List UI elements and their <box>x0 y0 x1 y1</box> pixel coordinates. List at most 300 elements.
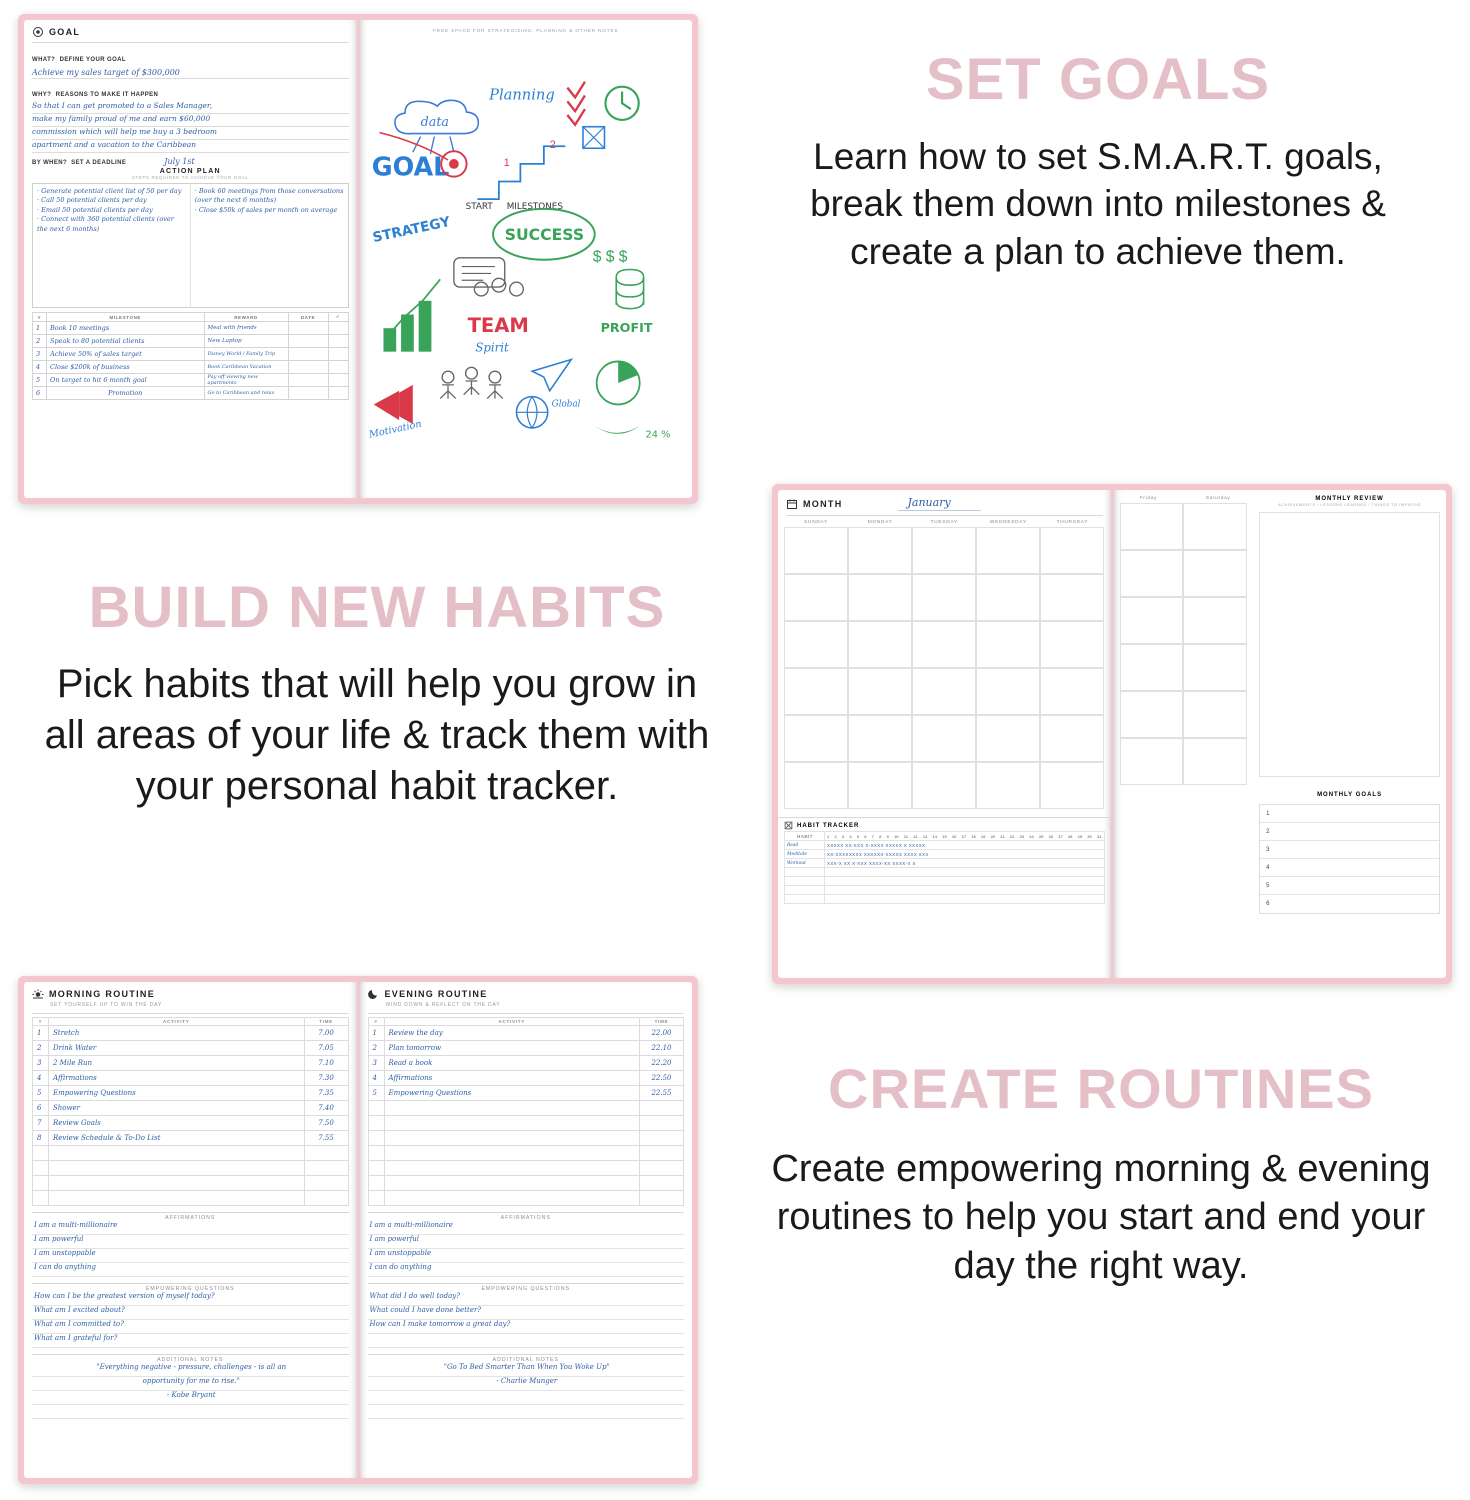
day-number-strip: 1 2 3 4 5 6 7 8 9 10 11 12 13 14 15 16 17 18 19 20 21 22 23 24 25 26 27 28 29 30 31 <box>827 833 1102 839</box>
month-title: MONTH <box>803 498 843 509</box>
svg-text:GOAL: GOAL <box>371 151 449 182</box>
calendar-day-cell[interactable] <box>976 574 1040 621</box>
cell-check <box>328 322 348 335</box>
weekend-header-row <box>1114 496 1254 503</box>
habit-marks: XX-XXXXXXXX XXXXXX-XXXXX XXXX XXX <box>825 850 1105 859</box>
month-page-right <box>1114 490 1447 978</box>
bywhen-value[interactable]: July 1st <box>164 157 195 166</box>
cell-time: 7.40 <box>304 1101 348 1116</box>
morning-notes-title: ADDITIONAL NOTES <box>32 1354 349 1363</box>
list-item[interactable]: 3 <box>1260 841 1439 859</box>
calendar-day-cell[interactable] <box>1040 527 1104 574</box>
table-row[interactable] <box>368 1161 684 1176</box>
habit-name: Read <box>785 841 825 850</box>
calendar-day-cell[interactable] <box>976 668 1040 715</box>
col-time: TIME <box>304 1018 348 1026</box>
cell-activity: 2 Mile Run <box>49 1056 305 1071</box>
why-line-2[interactable]: make my family proud of me and earn $60,000 <box>32 114 349 127</box>
list-item[interactable]: I am a multi-millionaire <box>368 1221 685 1235</box>
why-line-4[interactable]: apartment and a vacation to the Caribbean <box>32 140 349 153</box>
cell-number: 4 <box>33 1071 49 1086</box>
feature-build-habits <box>22 575 732 812</box>
table-row[interactable] <box>785 841 1105 850</box>
table-row[interactable] <box>368 1101 684 1116</box>
cell-time: 7.00 <box>304 1026 348 1041</box>
svg-text:24 %: 24 % <box>645 429 670 441</box>
cell-milestone: Promotion <box>47 387 205 400</box>
table-row[interactable] <box>33 1161 349 1176</box>
cell-number: 6 <box>33 387 47 400</box>
table-row[interactable] <box>33 1191 349 1206</box>
col-number: # <box>368 1018 384 1026</box>
note-line[interactable]: - Charlie Munger <box>368 1377 685 1391</box>
svg-text:Planning: Planning <box>488 86 555 104</box>
table-row[interactable] <box>368 1131 684 1146</box>
table-row[interactable] <box>33 1131 349 1146</box>
cell-number: 2 <box>368 1041 384 1056</box>
action-item[interactable]: · Generate potential client list of 50 per day <box>37 187 182 195</box>
calendar-icon <box>786 498 798 510</box>
table-row[interactable] <box>368 1116 684 1131</box>
cell-activity: Read a book <box>384 1056 640 1071</box>
goal-page-right <box>360 20 693 498</box>
table-row[interactable] <box>785 850 1105 859</box>
list-item[interactable]: I am a multi-millionaire <box>32 1221 349 1235</box>
table-row[interactable] <box>368 1041 684 1056</box>
action-item[interactable]: · Email 50 potential clients per day <box>37 205 153 214</box>
calendar-day-cell[interactable] <box>1120 691 1184 738</box>
cell-activity: Empowering Questions <box>49 1086 305 1101</box>
action-item[interactable]: · Call 50 potential clients per day <box>37 196 147 205</box>
calendar-day-cell[interactable] <box>784 527 848 574</box>
evening-activity-table <box>368 1017 685 1206</box>
table-row[interactable] <box>33 1056 349 1071</box>
cell-activity: Shower <box>49 1101 305 1116</box>
bywhen-hint: SET A DEADLINE <box>71 160 127 166</box>
why-block <box>24 79 357 153</box>
cell-date <box>288 361 328 374</box>
table-row[interactable] <box>785 895 1105 904</box>
goal-page-header <box>24 20 357 40</box>
why-label: WHY? <box>32 92 52 98</box>
list-item[interactable]: 4 <box>1260 859 1439 877</box>
calendar-day-cell[interactable] <box>976 762 1040 809</box>
col-days <box>825 832 1105 841</box>
table-header-row <box>33 1018 349 1026</box>
milestone-table <box>32 312 349 400</box>
table-row[interactable] <box>33 335 349 348</box>
habit-name: Meditate <box>785 850 825 859</box>
col-number: # <box>33 313 47 322</box>
cell-date <box>288 348 328 361</box>
list-item[interactable]: I can do anything <box>368 1263 685 1277</box>
cell-number: 7 <box>33 1116 49 1131</box>
calendar-day-cell[interactable] <box>1120 644 1184 691</box>
cell-activity: Plan tomorrow <box>384 1041 640 1056</box>
table-row[interactable] <box>368 1176 684 1191</box>
what-label: WHAT? <box>32 57 56 63</box>
habit-tracker-section <box>778 817 1111 904</box>
cell-number: 2 <box>33 335 47 348</box>
calendar-day-cell[interactable] <box>1183 503 1247 550</box>
table-row[interactable] <box>33 1026 349 1041</box>
list-item[interactable]: I am powerful <box>32 1235 349 1249</box>
list-item[interactable]: I can do anything <box>32 1263 349 1277</box>
calendar-day-cell[interactable] <box>1040 762 1104 809</box>
evening-subtitle: WIND DOWN & REFLECT ON THE DAY <box>385 1002 501 1008</box>
calendar-day-cell[interactable] <box>976 527 1040 574</box>
evening-affirmations-list <box>368 1221 685 1277</box>
month-page-left <box>778 490 1111 978</box>
table-row[interactable] <box>368 1086 684 1101</box>
divider <box>32 42 349 43</box>
svg-text:START: START <box>465 201 493 212</box>
list-item[interactable]: What am I excited about? <box>32 1306 349 1320</box>
right-page-columns <box>1114 490 1447 978</box>
table-row[interactable] <box>33 1101 349 1116</box>
moon-icon <box>368 988 380 1000</box>
cell-time: 22.10 <box>640 1041 684 1056</box>
cell-check <box>328 374 348 387</box>
list-item[interactable]: I am unstoppable <box>368 1249 685 1263</box>
cell-activity: Affirmations <box>49 1071 305 1086</box>
weekday-label: SUNDAY <box>804 520 828 525</box>
table-row[interactable] <box>33 322 349 335</box>
why-hint: REASONS TO MAKE IT HAPPEN <box>55 92 159 98</box>
list-item[interactable]: How can I make tomorrow a great day? <box>368 1320 685 1334</box>
cell-milestone: On target to hit 6 month goal <box>47 374 205 387</box>
cell-milestone: Speak to 80 potential clients <box>47 335 205 348</box>
table-row[interactable] <box>33 1071 349 1086</box>
feature-set-goals <box>748 47 1448 275</box>
svg-text:STRATEGY: STRATEGY <box>370 214 452 247</box>
monthly-goals-list <box>1259 804 1440 914</box>
table-row[interactable] <box>785 877 1105 886</box>
table-header-row <box>368 1018 684 1026</box>
calendar-day-cell[interactable] <box>912 668 976 715</box>
svg-text:2: 2 <box>549 139 556 152</box>
table-row[interactable] <box>33 1116 349 1131</box>
cell-activity: Review Schedule & To-Do List <box>49 1131 305 1146</box>
calendar-day-cell[interactable] <box>1183 738 1247 785</box>
cell-time: 22.55 <box>640 1086 684 1101</box>
what-value[interactable]: Achieve my sales target of $300,000 <box>32 66 349 79</box>
cell-activity: Empowering Questions <box>384 1086 640 1101</box>
goal-title: GOAL <box>49 27 81 37</box>
morning-questions-list <box>32 1292 349 1348</box>
cell-activity: Affirmations <box>384 1071 640 1086</box>
table-row[interactable] <box>368 1191 684 1206</box>
note-line[interactable]: "Go To Bed Smarter Than When You Woke Up" <box>368 1363 685 1377</box>
morning-title: MORNING ROUTINE <box>49 989 155 999</box>
cell-number: 3 <box>33 348 47 361</box>
cell-number: 2 <box>33 1041 49 1056</box>
review-goals-column <box>1253 490 1446 978</box>
monthly-review-subtitle: ACHIEVEMENTS / LESSONS LEARNED / THINGS TO IMPROVE <box>1277 502 1422 507</box>
col-habit: HABIT <box>785 832 825 841</box>
cell-number: 1 <box>33 1026 49 1041</box>
action-plan-title: ACTION PLAN <box>159 168 221 175</box>
cell-number: 4 <box>33 361 47 374</box>
note-line[interactable]: "Everything negative - pressure, challenges - is all an <box>32 1363 349 1377</box>
table-row[interactable] <box>368 1071 684 1086</box>
col-check: ✓ <box>328 313 348 322</box>
morning-questions-title: EMPOWERING QUESTIONS <box>32 1283 349 1292</box>
svg-text:PROFIT: PROFIT <box>600 320 653 336</box>
table-row[interactable] <box>33 374 349 387</box>
table-header-row <box>785 832 1105 841</box>
note-line[interactable]: opportunity for me to rise." <box>32 1377 349 1391</box>
svg-text:SUCCESS: SUCCESS <box>504 225 584 245</box>
table-row[interactable] <box>33 1176 349 1191</box>
list-item[interactable]: 2 <box>1260 823 1439 841</box>
note-line[interactable] <box>368 1405 685 1419</box>
cell-number: 5 <box>368 1086 384 1101</box>
list-item[interactable]: What am I committed to? <box>32 1320 349 1334</box>
cell-number: 5 <box>33 1086 49 1101</box>
cell-milestone: Book 10 meetings <box>47 322 205 335</box>
morning-subtitle: SET YOURSELF UP TO WIN THE DAY <box>50 1002 162 1008</box>
cell-number: 1 <box>33 322 47 335</box>
evening-questions-list <box>368 1292 685 1348</box>
goal-spread-notebook <box>18 14 698 504</box>
habit-tracker-header <box>778 818 1111 831</box>
weekday-label: Saturday <box>1205 496 1231 501</box>
cell-number: 3 <box>33 1056 49 1071</box>
monthly-review-area[interactable] <box>1259 512 1440 777</box>
note-line[interactable]: - Kobe Bryant <box>32 1391 349 1405</box>
table-row[interactable] <box>785 886 1105 895</box>
action-item[interactable]: · Connect with 360 potential clients (over the next 6 months) <box>37 215 174 233</box>
why-line-3[interactable]: commission which will help me buy a 3 bedroom <box>32 127 349 140</box>
feature-title: BUILD NEW HABITS <box>88 575 666 640</box>
calendar-day-cell[interactable] <box>848 762 912 809</box>
morning-notes-list <box>32 1363 349 1419</box>
cell-check <box>328 335 348 348</box>
action-plan-left-column <box>33 184 190 307</box>
calendar-day-cell[interactable] <box>1040 621 1104 668</box>
note-line[interactable] <box>368 1391 685 1405</box>
sun-icon <box>32 988 44 1000</box>
evening-notes-list <box>368 1363 685 1419</box>
list-item[interactable]: What did I do well today? <box>368 1292 685 1306</box>
divider <box>32 1013 349 1014</box>
goal-doodles-illustration <box>360 33 693 463</box>
list-item[interactable]: How can I be the greatest version of myself today? <box>32 1292 349 1306</box>
svg-text:1: 1 <box>503 156 510 169</box>
calendar-day-cell[interactable] <box>1183 597 1247 644</box>
list-item[interactable]: 1 <box>1260 805 1439 823</box>
calendar-day-cell[interactable] <box>1120 550 1184 597</box>
col-activity: ACTIVITY <box>384 1018 640 1026</box>
cell-activity: Drink Water <box>49 1041 305 1056</box>
cell-date <box>288 374 328 387</box>
col-date: DATE <box>288 313 328 322</box>
calendar-day-cell[interactable] <box>912 762 976 809</box>
calendar-day-cell[interactable] <box>912 621 976 668</box>
calendar-day-cell[interactable] <box>1040 668 1104 715</box>
goal-page-left <box>24 20 357 498</box>
cell-reward: Meal with friends <box>204 322 288 335</box>
cell-date <box>288 335 328 348</box>
list-item[interactable]: What could I have done better? <box>368 1306 685 1320</box>
evening-header <box>360 982 693 1002</box>
list-item[interactable] <box>368 1334 685 1348</box>
cell-date <box>288 387 328 400</box>
cell-activity: Review Goals <box>49 1116 305 1131</box>
cell-activity: Review the day <box>384 1026 640 1041</box>
action-plan-box <box>32 183 349 308</box>
weekend-column <box>1114 490 1254 978</box>
calendar-day-cell[interactable] <box>848 621 912 668</box>
calendar-day-cell[interactable] <box>784 668 848 715</box>
month-spread-notebook <box>772 484 1452 984</box>
calendar-grid-right <box>1120 503 1248 785</box>
table-row[interactable] <box>33 1146 349 1161</box>
calendar-day-cell[interactable] <box>848 527 912 574</box>
cell-number: 4 <box>368 1071 384 1086</box>
feature-create-routines <box>748 1057 1454 1291</box>
col-reward: REWARD <box>204 313 288 322</box>
divider <box>786 515 1103 516</box>
evening-affirmations-title: AFFIRMATIONS <box>368 1212 685 1221</box>
cell-reward: Go to Caribbean and relax <box>204 387 288 400</box>
calendar-day-cell[interactable] <box>912 527 976 574</box>
calendar-day-cell[interactable] <box>848 715 912 762</box>
calendar-day-cell[interactable] <box>784 621 848 668</box>
habit-tracker-table <box>784 831 1105 904</box>
bywhen-block <box>24 153 357 168</box>
cell-time: 7.55 <box>304 1131 348 1146</box>
weekday-label: Friday <box>1139 496 1158 501</box>
calendar-day-cell[interactable] <box>976 715 1040 762</box>
svg-text:MILESTONES: MILESTONES <box>506 201 563 212</box>
divider <box>368 1013 685 1014</box>
cell-reward: Pay off viewing new apartments <box>204 374 288 387</box>
table-row[interactable] <box>33 361 349 374</box>
morning-affirmations-title: AFFIRMATIONS <box>32 1212 349 1221</box>
col-number: # <box>33 1018 49 1026</box>
list-item[interactable]: 6 <box>1266 901 1270 907</box>
table-row[interactable] <box>368 1026 684 1041</box>
calendar-day-cell[interactable] <box>976 621 1040 668</box>
what-hint: DEFINE YOUR GOAL <box>59 57 126 63</box>
calendar-day-cell[interactable] <box>784 762 848 809</box>
calendar-day-cell[interactable] <box>784 715 848 762</box>
calendar-day-cell[interactable] <box>912 574 976 621</box>
svg-text:Motivation: Motivation <box>367 418 423 441</box>
calendar-day-cell[interactable] <box>1183 550 1247 597</box>
col-milestone: MILESTONE <box>47 313 205 322</box>
morning-routine-page <box>24 982 357 1478</box>
calendar-day-cell[interactable] <box>1120 738 1184 785</box>
table-row[interactable] <box>785 868 1105 877</box>
calendar-day-cell[interactable] <box>1120 503 1184 550</box>
calendar-day-cell[interactable] <box>848 668 912 715</box>
action-plan-right-column <box>190 184 348 307</box>
calendar-day-cell[interactable] <box>1040 574 1104 621</box>
svg-text:TEAM: TEAM <box>467 314 529 338</box>
table-row[interactable] <box>368 1056 684 1071</box>
list-item[interactable]: I am powerful <box>368 1235 685 1249</box>
cell-time: 7.50 <box>304 1116 348 1131</box>
svg-text:data: data <box>420 113 449 129</box>
evening-title: EVENING ROUTINE <box>384 989 488 999</box>
table-row[interactable] <box>785 859 1105 868</box>
col-time: TIME <box>640 1018 684 1026</box>
col-activity: ACTIVITY <box>49 1018 305 1026</box>
action-item[interactable]: · Close $50k of sales per month on average <box>194 205 338 214</box>
cell-reward: New Laptop <box>204 335 288 348</box>
cell-milestone: Achieve 50% of sales target <box>47 348 205 361</box>
morning-header <box>24 982 357 1002</box>
weekday-header-row <box>778 518 1111 527</box>
cell-check <box>328 387 348 400</box>
cell-date <box>288 322 328 335</box>
svg-text:Spirit: Spirit <box>474 340 509 355</box>
cell-time: 22.00 <box>640 1026 684 1041</box>
cell-number: 3 <box>368 1056 384 1071</box>
feature-title: CREATE ROUTINES <box>828 1057 1374 1120</box>
month-page-header <box>778 490 1111 513</box>
cell-number: 6 <box>33 1101 49 1116</box>
why-line-1[interactable]: So that I can get promoted to a Sales Manager, <box>32 101 349 114</box>
morning-affirmations-list <box>32 1221 349 1277</box>
calendar-day-cell[interactable] <box>784 574 848 621</box>
table-row[interactable] <box>33 1041 349 1056</box>
calendar-day-cell[interactable] <box>1183 691 1247 738</box>
action-plan-subtitle: STEPS REQUIRED TO ACHIEVE YOUR GOAL <box>131 175 249 180</box>
weekday-label: TUESDAY <box>930 520 958 525</box>
feature-body: Pick habits that will help you grow in all areas of your life & track them with your personal habit tracker. <box>44 661 710 809</box>
weekday-label: WEDNESDAY <box>989 520 1027 525</box>
svg-text:Global: Global <box>551 399 581 410</box>
table-row[interactable] <box>33 387 349 400</box>
calendar-day-cell[interactable] <box>912 715 976 762</box>
list-item[interactable]: What am I grateful for? <box>32 1334 349 1348</box>
calendar-day-cell[interactable] <box>848 574 912 621</box>
feature-body: Create empowering morning & evening routines to help you start and end your day the right way. <box>771 1147 1431 1288</box>
monthly-review-title: MONTHLY REVIEW <box>1315 496 1384 502</box>
calendar-day-cell[interactable] <box>1120 597 1184 644</box>
habit-tracker-title: HABIT TRACKER <box>797 822 860 829</box>
calendar-day-cell[interactable] <box>1183 644 1247 691</box>
feature-body: Learn how to set S.M.A.R.T. goals, break them down into milestones & create a plan to achieve them. <box>810 135 1386 272</box>
cell-activity: Stretch <box>49 1026 305 1041</box>
table-row[interactable] <box>368 1146 684 1161</box>
month-value[interactable]: January <box>898 496 981 511</box>
list-item[interactable]: I am unstoppable <box>32 1249 349 1263</box>
evening-notes-title: ADDITIONAL NOTES <box>368 1354 685 1363</box>
calendar-day-cell[interactable] <box>1040 715 1104 762</box>
action-item[interactable]: · Book 60 meetings from those conversations (over the next 6 months) <box>194 187 344 205</box>
note-line[interactable] <box>32 1405 349 1419</box>
check-grid-icon <box>784 821 793 830</box>
morning-activity-table <box>32 1017 349 1206</box>
cell-time: 22.50 <box>640 1071 684 1086</box>
cell-number: 8 <box>33 1131 49 1146</box>
routines-spread-notebook <box>18 976 698 1484</box>
cell-number: 5 <box>33 374 47 387</box>
table-row[interactable] <box>33 1086 349 1101</box>
list-item[interactable]: 5 <box>1260 877 1439 895</box>
weekday-label: MONDAY <box>867 520 893 525</box>
cell-number: 1 <box>368 1026 384 1041</box>
cell-time: 7.05 <box>304 1041 348 1056</box>
cell-time: 7.10 <box>304 1056 348 1071</box>
table-row[interactable] <box>33 348 349 361</box>
cell-time: 7.30 <box>304 1071 348 1086</box>
